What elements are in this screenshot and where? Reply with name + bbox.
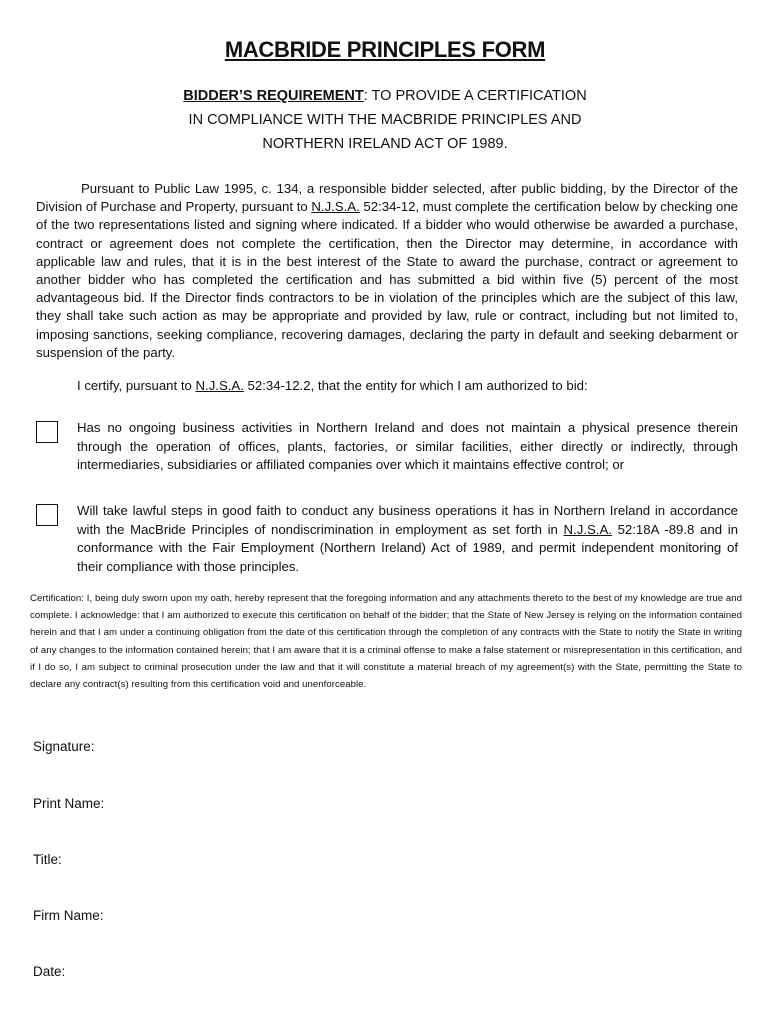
option-macbride-compliance (36, 502, 738, 576)
intro-part-2: 52:34-12, must complete the certification below by checking one of the two representations listed and signing where indicated. If a bidder who would otherwise be awarded a purchase, contract or agreement does not complete the certification, then the Director may determine, in accordance with applicable law and rules, that it is in the best interest of the State to award the purchase, contract or agreement to another bidder who has completed the certification and has submitted a bid within five (5) percent of the most advantageous bid. If the Director finds contractors to be in violation of the principles which are the subject of this law, they shall take such action as may be appropriate and provided by law, rule or contract, including but not limited to, imposing sanctions, seeking compliance, recovering damages, declaring the party in default and seeking debarment or suspension of the party. (36, 199, 739, 360)
firm-name-label: Firm Name: (33, 908, 104, 923)
print-name-label: Print Name: (33, 796, 105, 811)
option-2-text (77, 502, 738, 576)
requirement-label: BIDDER’S REQUIREMENT (183, 88, 364, 104)
intro-paragraph (36, 180, 738, 362)
intro-part-1: Pursuant to Public Law 1995, c. 134, a responsible bidder selected, after public bidding, by the Director of the Division of Purchase and Property, pursuant to (36, 181, 738, 215)
option-1-checkbox[interactable] (36, 421, 58, 443)
requirement-line-1 (120, 84, 650, 108)
certify-part-1: I certify, pursuant to (77, 378, 196, 393)
requirement-line-3: NORTHERN IRELAND ACT OF 1989. (262, 136, 508, 152)
signature-field[interactable] (33, 739, 95, 754)
option-1-text: Has no ongoing business activities in Northern Ireland and does not maintain a physical presence therein through the operation of offices, plants, factories, or similar facilities, either directly or indirectly, through intermediaries, subsidiaries or affiliated companies over which it maintains effective control; or (77, 420, 738, 472)
intro-statute-link: N.J.S.A. (311, 199, 360, 215)
option-2-statute: N.J.S.A. (563, 521, 612, 537)
option-2-part-1: Will take lawful steps in good faith to conduct any business operations it has in Northern Ireland in accordance with the MacBride Principles of nondiscrimination in employment as set forth in (77, 503, 738, 537)
option-2-checkbox[interactable] (36, 504, 58, 526)
signature-label: Signature: (33, 739, 95, 754)
title-label: Title: (33, 852, 62, 867)
certify-statement (77, 378, 588, 393)
requirement-line-2: IN COMPLIANCE WITH THE MACBRIDE PRINCIPLES AND (188, 112, 582, 128)
option-2-part-2: 52:18A -89.8 and in conformance with the Fair Employment (Northern Ireland) Act of 1989, and permit independent monitoring of their compliance with those principles. (77, 521, 738, 574)
certification-statement: Certification: I, being duly sworn upon my oath, hereby represent that the foregoing information and any attachments thereto to the best of my knowledge are true and complete. I acknowledge: that I am authorized to execute this certification on behalf of the bidder; that the State of New Jersey is relying on the information contained herein and that I am under a continuing obligation from the date of this certification through the completion of any contracts with the State to notify the State in writing of any changes to the information contained herein; that I am aware that it is a criminal offense to make a false statement or misrepresentation in this certification, and if I do so, I am subject to criminal prosecution under the law and that it will constitute a material breach of my agreement(s) with the State, permitting the State to declare any contract(s) resulting from this certification void and unenforceable. (30, 593, 742, 691)
form-title: MACBRIDE PRINCIPLES FORM (224, 37, 546, 62)
print-name-field[interactable] (33, 796, 104, 811)
firm-name-field[interactable] (33, 908, 104, 923)
certify-part-2: 52:34-12.2, that the entity for which I am authorized to bid: (243, 378, 588, 393)
certify-statute: N.J.S.A. (195, 378, 244, 393)
date-label: Date: (33, 964, 66, 979)
option-no-ni-activities (36, 419, 738, 475)
requirement-rest: : TO PROVIDE A CERTIFICATION (363, 88, 587, 104)
bidder-requirement-heading (120, 84, 650, 156)
title-field[interactable] (33, 852, 62, 867)
date-field[interactable] (33, 964, 65, 979)
